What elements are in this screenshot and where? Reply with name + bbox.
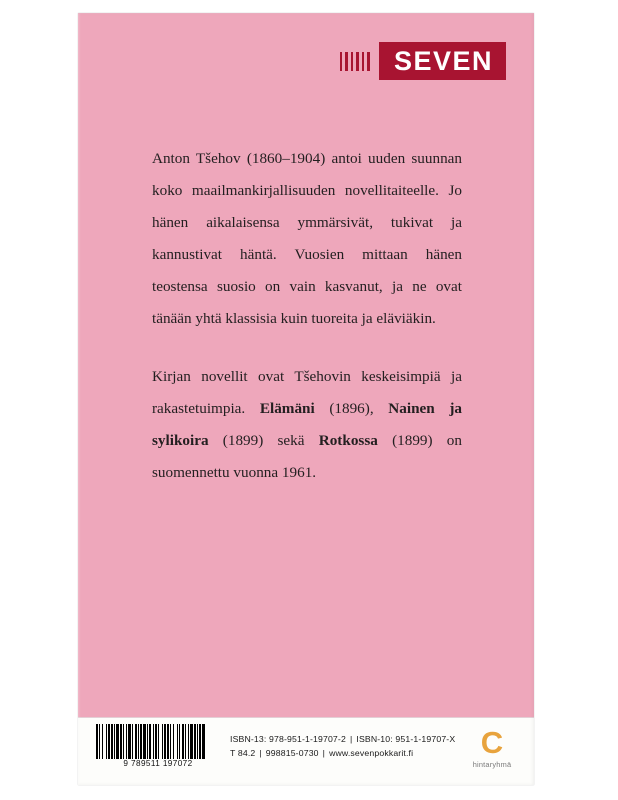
- blurb-p2-part-a: Kirjan novellit ovat Tšehovin keskeisimpiä ja rakastetuimpia.: [152, 368, 462, 417]
- price-group-label: hintaryhmä: [472, 760, 512, 769]
- blurb-p2-part-b: (1896),: [314, 400, 389, 417]
- barcode-bars-icon: [96, 724, 220, 759]
- blurb-paragraph-2: [152, 361, 462, 489]
- blurb-p2-part-d: (1899) on suomennettu vuonna 1961.: [152, 432, 462, 481]
- isbn-separator: |: [349, 734, 353, 744]
- book-back-cover: [78, 13, 534, 785]
- publisher-name: SEVEN: [379, 42, 506, 80]
- code-separator: |: [259, 748, 262, 758]
- isbn-info: [230, 732, 462, 760]
- price-group-letter: C: [480, 725, 504, 760]
- isbn10: ISBN-10: 951-1-19707-X: [356, 734, 456, 744]
- barcode: [96, 724, 220, 768]
- cover-footer-strip: [78, 717, 534, 785]
- website-separator: |: [322, 748, 326, 758]
- publisher-bars-icon: [340, 42, 379, 80]
- publisher-logo: [340, 42, 506, 80]
- back-cover-blurb: [152, 143, 462, 489]
- t-code: T 84.2: [230, 748, 256, 758]
- barcode-number: 9 789511 197072: [123, 759, 193, 768]
- isbn-line-1: [230, 732, 462, 746]
- isbn13: ISBN-13: 978-951-1-19707-2: [230, 734, 346, 744]
- blurb-p2-part-c: (1899) sekä: [208, 432, 319, 449]
- isbn-line-2: [230, 746, 462, 760]
- publisher-website: www.sevenpokkarit.fi: [329, 748, 414, 758]
- secondary-code: 998815-0730: [265, 748, 319, 758]
- story-title-3: Rotkossa: [318, 432, 378, 449]
- blurb-paragraph-1: Anton Tšehov (1860–1904) antoi uuden suunnan koko maailmankirjallisuuden novellitaiteelle. Jo hänen aikalaisensa ymmärsivät, tukivat ja kannustivat häntä. Vuosien mittaan hänen teostensa suosio on vain kasvanut, ja ne ovat tänään yhtä klassisia kuin tuoreita ja eläviäkin.: [152, 150, 462, 327]
- story-title-1: Elämäni: [259, 400, 315, 417]
- price-group: [466, 726, 518, 769]
- story-title-2: Nainen ja sylikoira: [152, 400, 462, 449]
